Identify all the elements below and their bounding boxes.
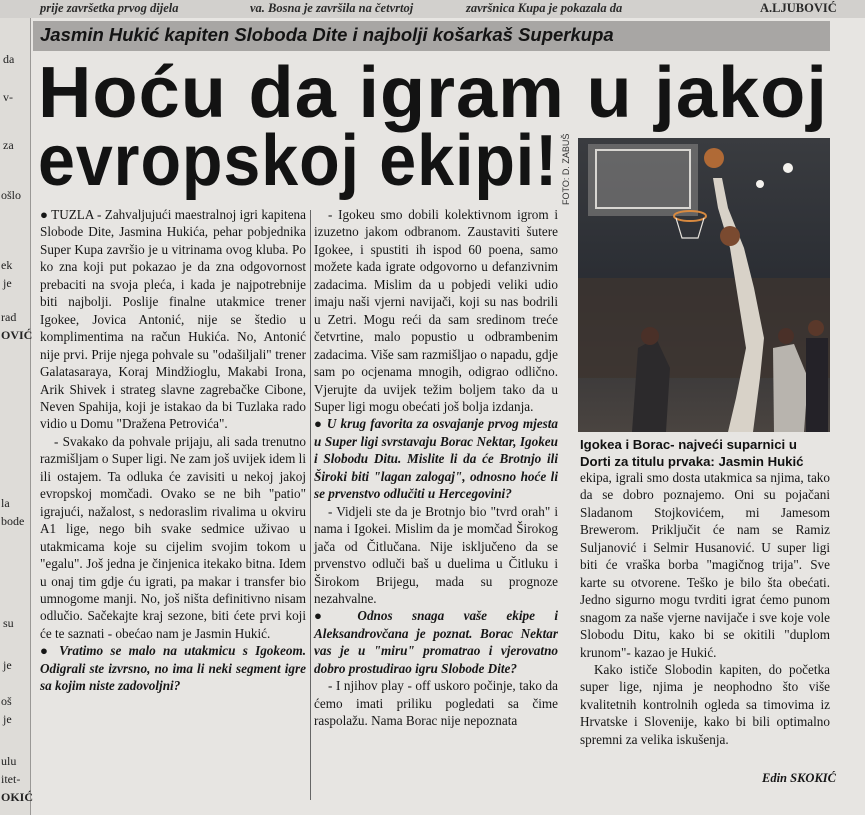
fragment: bode [1, 514, 25, 528]
fragment: OVIĆ [1, 328, 33, 342]
column-2 [314, 206, 558, 730]
fragment: oš [1, 694, 12, 708]
previous-article-strip [0, 0, 865, 18]
fragment: je [3, 276, 12, 290]
paragraph: - Vidjeli ste da je Brotnjo bio "tvrd orah" i nama i Igokei. Mislim da je momčad Širokog jača od Čitlučana. Nije isključeno da se prvenstvo odluči baš u duelima u Čitluku i Širokom Brijegu, mada su prognoze nezahvalne. [314, 503, 558, 606]
question-text: U krug favorita za osvajanje prvog mjesta u Super ligi svrstavaju Borac Nektar, Igokeu i Slobodu Ditu. Mislite li da će Brotnjo ili Široki biti "lagan zalogaj", odnosno hoće li se prvenstvo odlučiti u Hercegovini? [314, 416, 559, 502]
author-signature: Edin SKOKIĆ [762, 771, 836, 785]
paragraph: - Igokeu smo dobili kolektivnom igrom i izuzetno jakom odbranom. Zaustaviti šutere Igokee, i spustiti ih ispod 60 poena, samo možete kada igrate odgovorno u defanzivnim zadacima. Mislim da u pobjedi veliki udio imaju naši vjerni navijači, koji su nas bodrili u Zetri. Mogu reći da sam sredinom treće četvrtine, malo popustio u odbrambenim zadacima. Više sam razmišljao o napadu, gdje sam po ocjenama mnogih, odigrao odlično. Vjerujte da uvijek težim boljem tako da u Super ligi mogu obećati još bolja izdanja. [314, 207, 558, 414]
interview-question [314, 607, 558, 677]
bullet-icon: ● [314, 608, 358, 624]
column-3 [580, 469, 830, 748]
fragment: rad [1, 310, 17, 324]
fragment: da [3, 52, 15, 66]
photo-caption: Igokea i Borac- najveći suparnici u Dorti za titulu prvaka: Jasmin Hukić [580, 437, 804, 469]
kicker-bar [33, 21, 830, 51]
headline-line-1: Hoću da igram u jakoj [38, 53, 828, 133]
kicker-text: Jasmin Hukić kapiten Sloboda Dite i najbolji košarkaš Superkupa [40, 24, 614, 45]
adjacent-column-fragments [0, 18, 34, 815]
lead-text: - Zahvaljujući maestralnoj igri kapitena Slobode Dite, Jasmina Hukića, pehar pobjednika Super Kupa završio je u vitrinama ovog kluba. Po ko zna koji put pokazao je da zna odgovornost prebaciti na svoja pleća, i kada je najpotrebnije biti najbolji. Poslije finalne utakmice trener Igokee, Jovica Antonić, nije se štedio u komplimentima na račun Hukića. No, Antonić nije prvi. Prije njega pohvale su "odašiljali" trener Galatasaraya, Koraj Mindžioglu, Makabi Irona, Arik Shivek i strateg slavne zagrebačke Cibone, Neven Spahija, koji je istakao da bi Tuzlaka rado vidio u Domu "Dražena Petrovića". [40, 207, 306, 432]
column-rule [310, 210, 311, 800]
fragment: ulu [1, 754, 17, 768]
fragment: ošlo [1, 188, 22, 202]
lead-paragraph [40, 206, 306, 433]
bullet-icon: ● [40, 207, 52, 222]
paragraph: - I njihov play - off uskoro počinje, tako da ćemo imati priliku pogledati sa čime raspolažu. Nama Borac nije nepoznata [314, 678, 558, 729]
dateline: TUZLA [51, 207, 94, 222]
interview-question [314, 415, 558, 502]
fragment: v- [3, 90, 13, 104]
question-text: Vratimo se malo na utakmicu s Igokeom. Odigrali ste izvrsno, no ima li neki segment igre sa kojim niste zadovoljni? [40, 643, 306, 694]
fragment: je [3, 658, 12, 672]
interview-question [40, 642, 306, 694]
headline-line-2: evropskoj ekipi! [38, 121, 559, 201]
strip-author: A.LJUBOVIĆ [760, 1, 837, 15]
fragment: OKIĆ [1, 790, 34, 804]
fragment: za [3, 138, 14, 152]
photo-credit: FOTO: D. ZABUŠ [561, 133, 571, 205]
fragment: la [1, 496, 10, 510]
paragraph: ekipa, igrali smo dosta utakmica sa njima, tako da se dobro poznajemo. Oni su pojačani Sladanom Stojkovićem, mi Jamesom Brewerom. Priključit će nam se Ramiz Suljanović i Selmir Husanović. U super ligi biti će vraška borba "magičnog trija". Sve karte su otvorene. Teško je bilo šta obećati. Jedno sigurno mogu tvrditi igrat ćemo punom snagom za naše vjerne navijače i sve koje vole Slobodu Ditu, kako bi se okitili "duplom krunom"- kazao je Hukić. [580, 470, 830, 660]
fragment: su [3, 616, 14, 630]
fragment: ek [1, 258, 13, 272]
column-1 [40, 206, 306, 695]
paragraph: Kako ističe Slobodin kapiten, do početka super lige, njima je neophodno što više kvalitetnih kontrolnih ogleda sa timovima iz Hrvatske i Slovenije, kako bi bili optimalno spremni za velika iskušenja. [580, 661, 830, 747]
fragment: je [3, 712, 12, 726]
strip-text-middle: va. Bosna je završila na četvrtoj [250, 1, 414, 15]
question-text: Odnos snaga vaše ekipe i Aleksandrovčana je poznat. Borac Nektar vas je u "miru" promatrao i vjerovatno dobro prostudirao igru Slobode Dite? [314, 608, 558, 676]
bullet-icon: ● [40, 643, 60, 659]
paragraph: - Svakako da pohvale prijaju, ali sada trenutno razmišljam o Super ligi. Ne zam još uvijek idem li ili ostajem. Ta odluka će zavisiti u nekoj jakoj evropskoj momčadi. Ovako se ne bih "patio" igrajući, nažalost, s nedoraslim rivalima u okviru A1 lige, nego bih svake sedmice uživao u utakmicama koje su cijelim svojim tokom u "egalu". Još jedna je činjenica itekako bitna. Idem u onaj tim gdje ću igrati, pa makar i transfer bio umnogome manji. No, još ništa definitivno nisam odlučio. Sačekajte kraj sezone, biti ćete prvi koji će te saznati - obećao nam je Jasmin Hukić. [40, 433, 306, 641]
basketball-photo [578, 138, 830, 432]
bullet-icon: ● [314, 416, 327, 432]
basketball-scene-image [578, 138, 830, 432]
strip-text-right: završnica Kupa je pokazala da [466, 1, 623, 15]
strip-text-left: prije završetka prvog dijela [40, 1, 179, 15]
fragment: itet- [1, 772, 21, 786]
